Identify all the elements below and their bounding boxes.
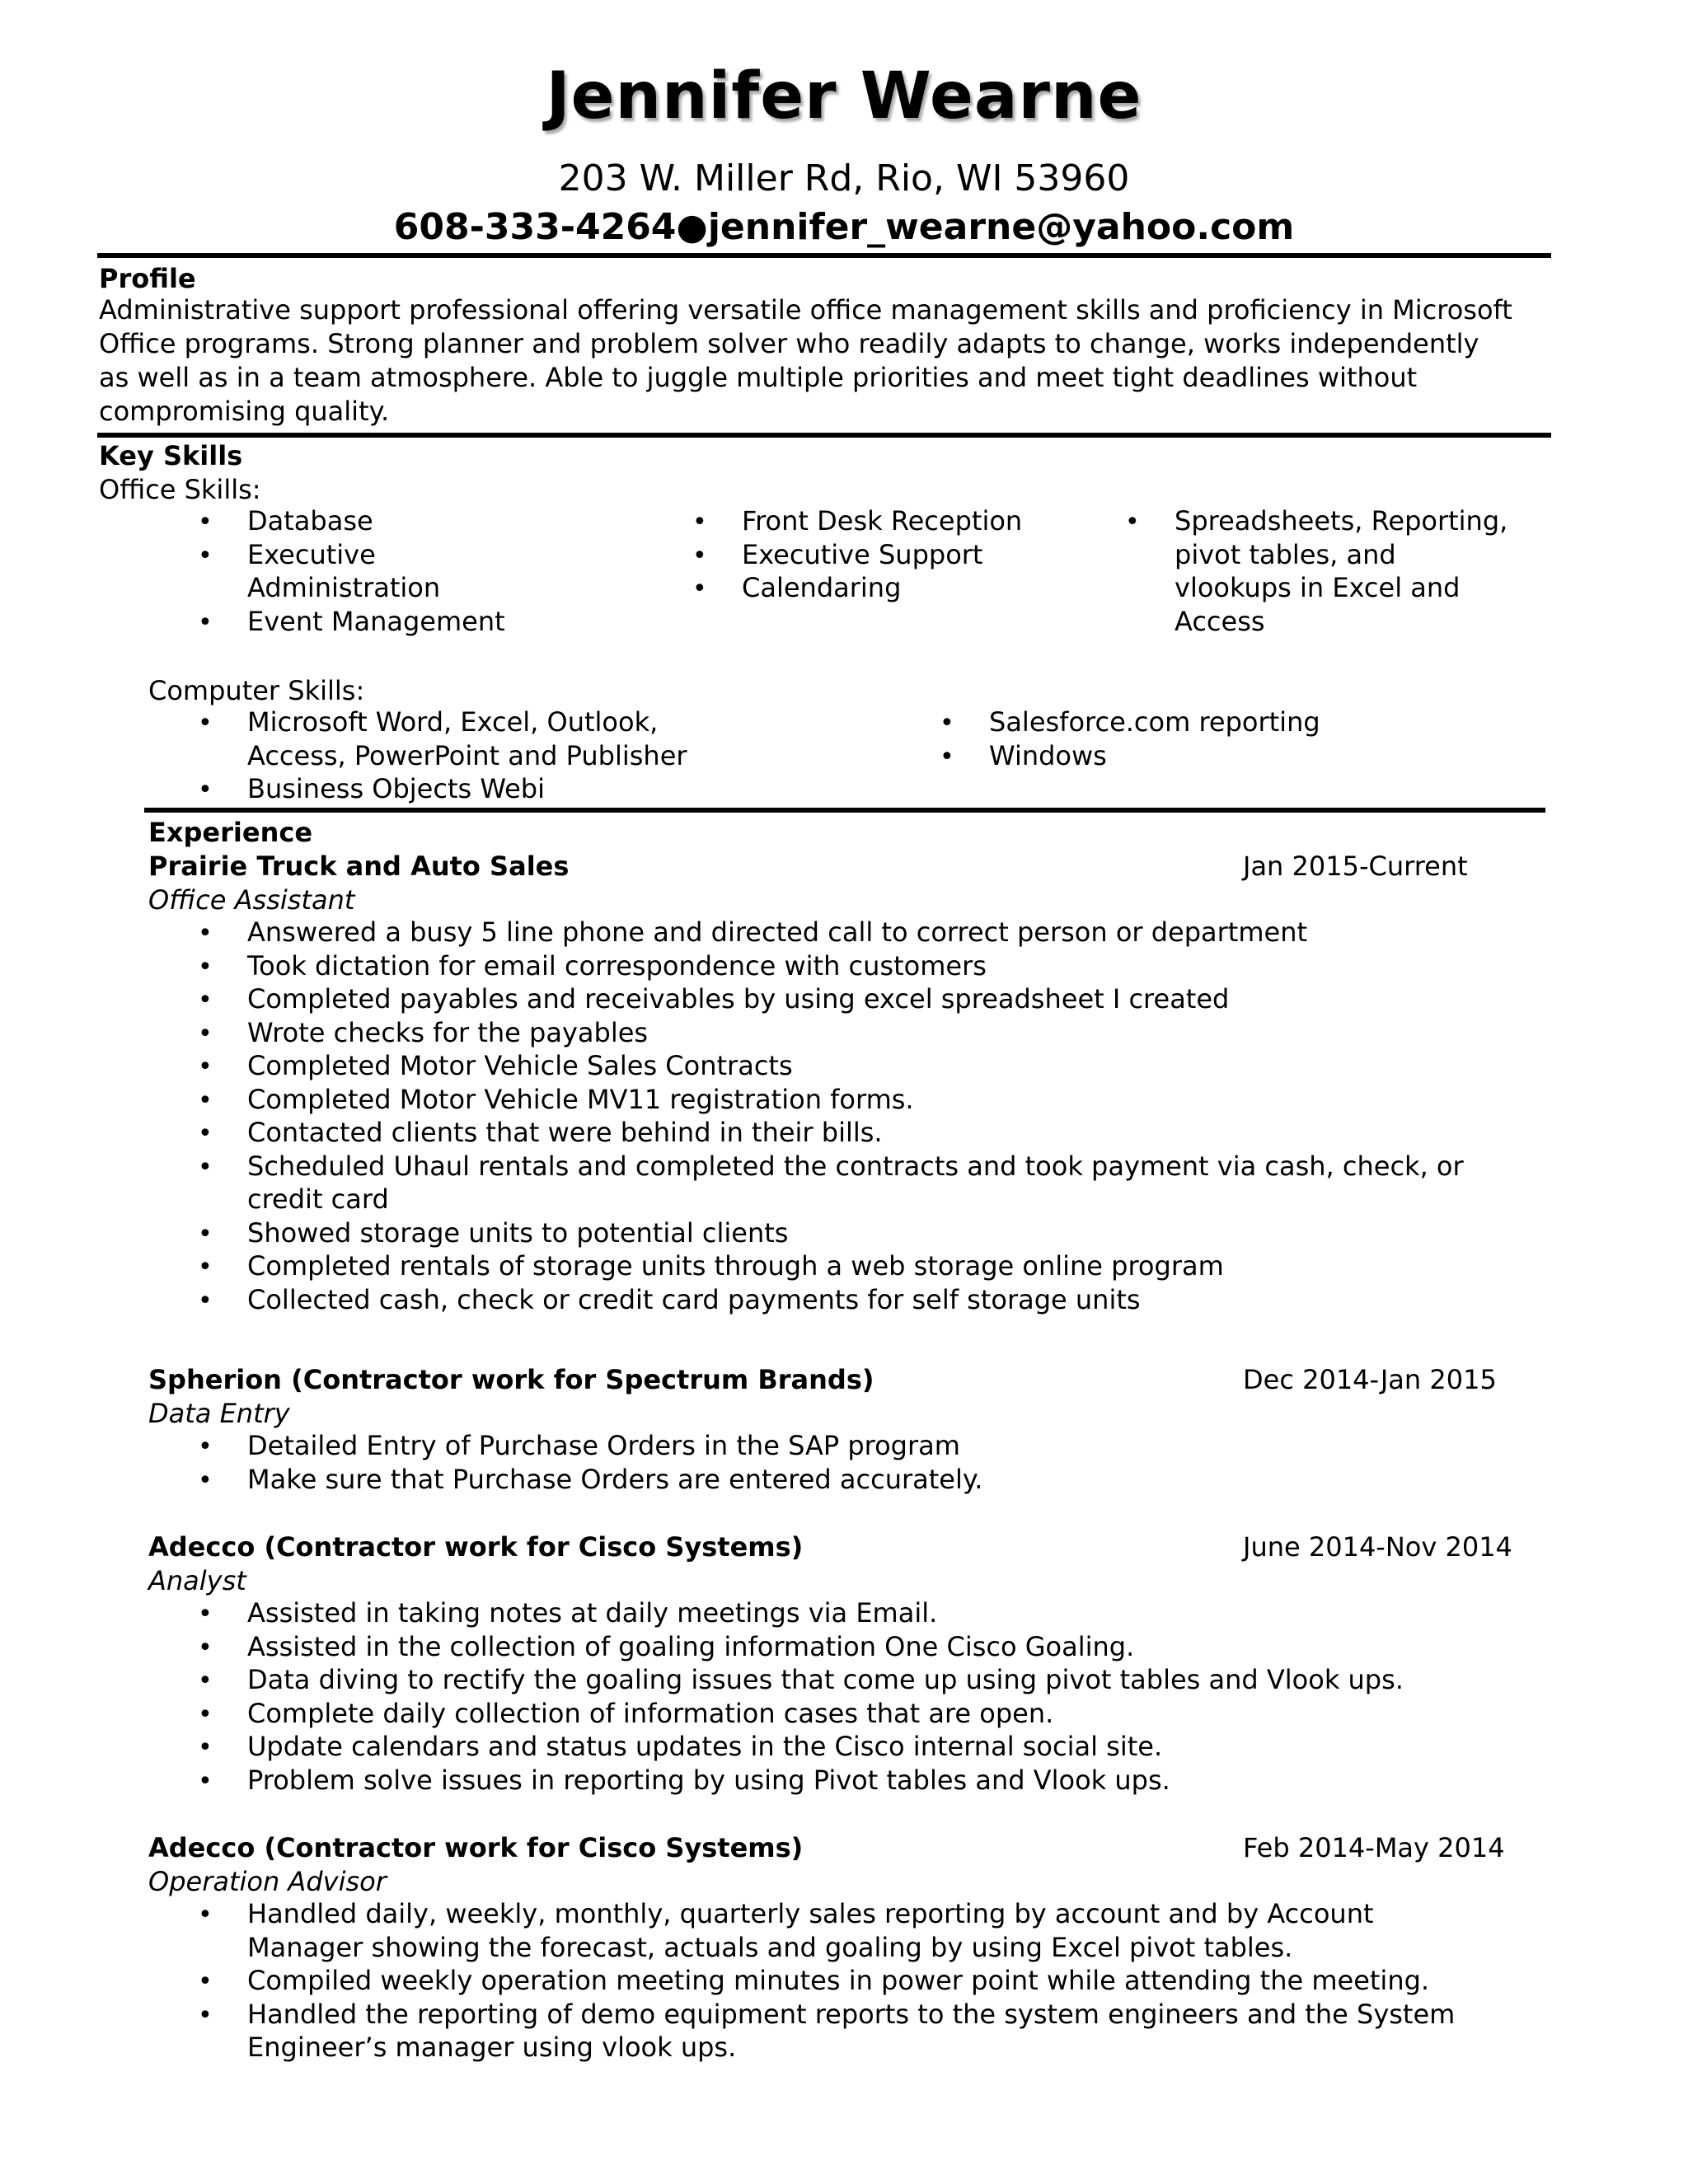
job-dates: Jan 2015-Current [1243,851,1468,882]
skill-text: Event Management [247,605,505,637]
list-item [198,1283,1464,1317]
list-item [198,605,505,639]
duty-text: Showed storage units to potential clients [247,1216,789,1249]
job-company: Adecco (Contractor work for Cisco Systems) [148,1531,804,1563]
header-divider [97,253,1551,258]
job-duties [198,1429,982,1496]
office-skills-col2 [692,504,1022,605]
job-company: Prairie Truck and Auto Sales [148,851,570,882]
bullet-icon [198,605,247,640]
duty-text: Manager showing the forecast, actuals and goaling by using Excel pivot tables. [247,1931,1293,1963]
skill-text: Executive Support [742,538,983,570]
bullet-icon [198,982,247,1018]
list-item [198,1630,1404,1664]
skill-text: Database [247,505,373,537]
list-item [198,1216,1464,1250]
bullet-icon [198,1596,247,1632]
office-skills-col1 [198,504,505,638]
duty-text: Collected cash, check or credit card payments for self storage units [247,1283,1141,1315]
bullet-icon [198,1663,247,1699]
list-item [198,1463,982,1497]
list-item [198,1897,1455,1964]
bullet-icon [692,571,742,607]
duty-text: Compiled weekly operation meeting minutes in power point while attending the meeting. [247,1965,1430,1996]
profile-line: Office programs. Strong planner and problem solver who readily adapts to change, works independently [99,328,1479,359]
list-item [198,1049,1464,1083]
computer-skills-col2 [940,705,1320,772]
list-item [692,504,1022,538]
candidate-name: Jennifer Wearne [546,59,1142,134]
list-item [198,1249,1464,1283]
job-dates: June 2014-Nov 2014 [1243,1531,1512,1563]
skill-text: Windows [989,739,1107,771]
bullet-icon [198,1697,247,1732]
profile-divider [97,433,1551,438]
bullet-icon [198,705,247,741]
list-item [198,982,1464,1016]
profile-paragraph [99,293,1582,429]
job-duties [198,1897,1455,2064]
duty-text: Make sure that Purchase Orders are entered accurately. [247,1463,983,1495]
bullet-icon [1125,504,1175,540]
bullet-icon [198,1998,247,2033]
list-item [198,1429,982,1463]
skill-text: vlookups in Excel and [1175,572,1461,603]
job-company: Spherion (Contractor work for Spectrum Brands) [148,1364,874,1395]
duty-text: Scheduled Uhaul rentals and completed the contracts and took payment via cash, check, or [247,1150,1464,1182]
list-item [198,1083,1464,1117]
list-item [198,1697,1404,1731]
job-dates: Feb 2014-May 2014 [1243,1832,1505,1863]
list-item [940,705,1320,739]
list-item [198,1730,1404,1764]
duty-text: Data diving to rectify the goaling issues that come up using pivot tables and Vlook ups. [247,1664,1404,1695]
skills-divider [144,808,1545,813]
skill-text: Front Desk Reception [742,505,1023,537]
duty-text: Engineer’s manager using vlook ups. [247,2032,737,2063]
skill-text: Executive [247,538,376,570]
candidate-contact: 608-333-4264●jennifer_wearne@yahoo.com [393,206,1295,248]
bullet-icon [198,1463,247,1498]
job-duties [198,916,1464,1316]
duty-text: Assisted in taking notes at daily meetings via Email. [247,1597,938,1629]
skill-text: Spreadsheets, Reporting, [1175,505,1508,537]
duty-text: Assisted in the collection of goaling information One Cisco Goaling. [247,1630,1135,1662]
profile-line: Administrative support professional offering versatile office management skills and proficiency in Microsoft [99,294,1512,326]
bullet-icon [198,916,247,951]
duty-text: Handled the reporting of demo equipment reports to the system engineers and the System [247,1998,1456,2030]
bullet-icon [692,504,742,540]
bullet-icon [198,1283,247,1319]
skill-text: Salesforce.com reporting [989,706,1320,738]
job-role: Analyst [148,1565,246,1596]
bullet-icon [198,1016,247,1052]
list-item [198,1016,1464,1050]
profile-heading: Profile [99,263,196,294]
list-item [198,949,1464,983]
bullet-icon [198,1249,247,1285]
list-item [198,1150,1464,1216]
list-item [198,1998,1455,2064]
bullet-icon [198,1150,247,1185]
duty-text: Update calendars and status updates in the Cisco internal social site. [247,1731,1163,1762]
experience-heading: Experience [148,817,313,848]
computer-skills-label: Computer Skills: [148,675,365,706]
bullet-icon [198,538,247,574]
list-item [198,1764,1404,1797]
bullet-icon [198,1049,247,1085]
profile-line: as well as in a team atmosphere. Able to juggle multiple priorities and meet tight deadlines without [99,362,1418,393]
skill-text: Microsoft Word, Excel, Outlook, [247,706,659,738]
skill-text: Access [1175,605,1265,637]
profile-line: compromising quality. [99,396,390,427]
list-item [198,1663,1404,1697]
list-item [198,1964,1455,1998]
bullet-icon [198,1083,247,1118]
bullet-icon [198,1730,247,1765]
bullet-icon [198,949,247,985]
duty-text: Contacted clients that were behind in their bills. [247,1117,883,1148]
job-company: Adecco (Contractor work for Cisco Systems) [148,1832,804,1863]
duty-text: Completed Motor Vehicle Sales Contracts [247,1050,793,1081]
duty-text: Handled daily, weekly, monthly, quarterly sales reporting by account and by Account [247,1898,1374,1929]
duty-text: credit card [247,1183,389,1215]
bullet-icon [940,739,989,775]
duty-text: Wrote checks for the payables [247,1016,649,1048]
bullet-icon [940,705,989,741]
list-item [1125,504,1507,638]
job-dates: Dec 2014-Jan 2015 [1243,1364,1497,1395]
list-item [198,504,505,538]
list-item [198,772,687,806]
bullet-icon [198,1116,247,1151]
duty-text: Completed rentals of storage units through a web storage online program [247,1250,1224,1282]
duty-text: Answered a busy 5 line phone and directed call to correct person or department [247,916,1308,948]
list-item [692,571,1022,605]
list-item [198,1596,1404,1630]
duty-text: Problem solve issues in reporting by using Pivot tables and Vlook ups. [247,1764,1170,1796]
job-duties [198,1596,1404,1797]
bullet-icon [198,772,247,808]
bullet-icon [198,1897,247,1933]
list-item [198,705,687,772]
office-skills-label: Office Skills: [99,474,261,505]
computer-skills-col1 [198,705,687,806]
list-item [198,1116,1464,1150]
key-skills-heading: Key Skills [99,440,243,471]
job-role: Data Entry [148,1398,290,1429]
bullet-icon [198,504,247,540]
list-item [692,538,1022,572]
list-item [940,739,1320,773]
bullet-icon [198,1216,247,1252]
bullet-icon [692,538,742,574]
list-item [198,538,505,605]
skill-text: Business Objects Webi [247,773,545,804]
duty-text: Completed Motor Vehicle MV11 registration forms. [247,1083,914,1115]
skill-text: Access, PowerPoint and Publisher [247,739,687,771]
list-item [198,916,1464,949]
skill-text: pivot tables, and [1175,538,1396,570]
bullet-icon [198,1429,247,1465]
bullet-icon [198,1764,247,1799]
skill-text: Administration [247,572,441,603]
job-role: Operation Advisor [148,1866,387,1897]
candidate-address: 203 W. Miller Rd, Rio, WI 53960 [558,157,1130,199]
skill-text: Calendaring [742,572,902,603]
duty-text: Detailed Entry of Purchase Orders in the SAP program [247,1430,960,1461]
duty-text: Complete daily collection of information cases that are open. [247,1697,1054,1729]
duty-text: Took dictation for email correspondence with customers [247,949,987,982]
duty-text: Completed payables and receivables by using excel spreadsheet I created [247,983,1230,1015]
office-skills-col3 [1125,504,1507,638]
bullet-icon [198,1964,247,1999]
bullet-icon [198,1630,247,1666]
job-role: Office Assistant [148,884,355,916]
